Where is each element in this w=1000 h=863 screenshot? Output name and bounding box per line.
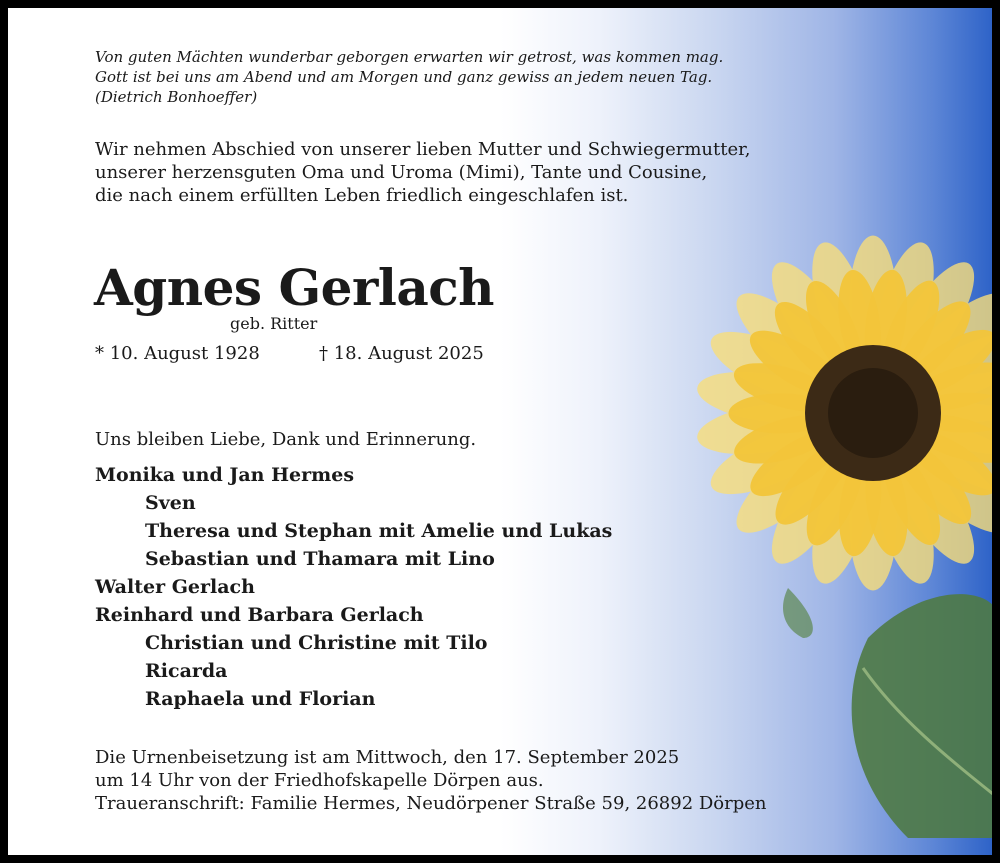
mourner-entry: Raphaela und Florian <box>145 688 376 710</box>
birth-date: * 10. August 1928 <box>95 343 260 364</box>
intro-line: Wir nehmen Abschied von unserer lieben Mutter und Schwiegermutter, <box>95 139 751 160</box>
mourner-entry: Walter Gerlach <box>95 576 255 598</box>
mourner-entry: Sebastian und Thamara mit Lino <box>145 548 495 570</box>
quote-line: Gott ist bei uns am Abend und am Morgen und ganz gewiss an jedem neuen Tag. <box>95 68 713 86</box>
intro-line: die nach einem erfüllten Leben friedlich eingeschlafen ist. <box>95 185 629 206</box>
intro-line: unserer herzensguten Oma und Uroma (Mimi), Tante und Cousine, <box>95 162 708 183</box>
quote-author: (Dietrich Bonhoeffer) <box>95 88 258 106</box>
mourner-entry: Christian und Christine mit Tilo <box>145 632 488 654</box>
mourner-entry: Monika und Jan Hermes <box>95 464 355 486</box>
deceased-name: Agnes Gerlach <box>94 258 495 317</box>
closing-line: Uns bleiben Liebe, Dank und Erinnerung. <box>95 429 477 450</box>
address-line: Traueranschrift: Familie Hermes, Neudörpener Straße 59, 26892 Dörpen <box>95 793 767 814</box>
funeral-line: Die Urnenbeisetzung ist am Mittwoch, den 17. September 2025 <box>95 747 680 768</box>
quote-line: Von guten Mächten wunderbar geborgen erwarten wir getrost, was kommen mag. <box>95 48 724 66</box>
funeral-line: um 14 Uhr von der Friedhofskapelle Dörpen aus. <box>95 770 544 791</box>
obituary-notice <box>8 8 992 855</box>
mourner-entry: Reinhard und Barbara Gerlach <box>95 604 424 626</box>
maiden-name: geb. Ritter <box>230 314 318 333</box>
death-date: † 18. August 2025 <box>319 343 484 364</box>
leaf <box>783 588 992 838</box>
mourner-entry: Ricarda <box>145 660 228 682</box>
mourner-entry: Theresa und Stephan mit Amelie und Lukas <box>145 520 613 542</box>
mourner-entry: Sven <box>145 492 196 514</box>
sunflower-image <box>668 198 992 838</box>
